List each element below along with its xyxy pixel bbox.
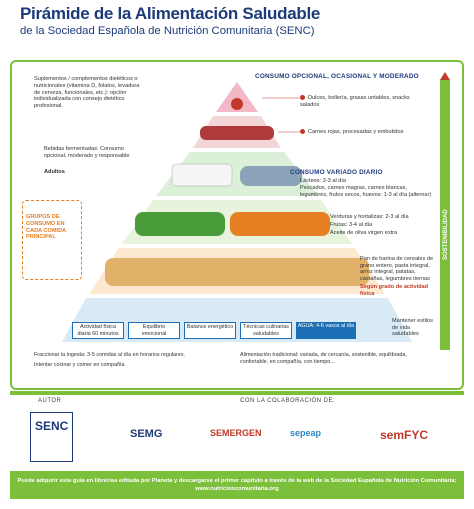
base-item: Equilibrio emocional [128,322,180,339]
label-meats: Carnes rojas, procesadas y embutidos [300,129,430,136]
adults-tag: Adultos [44,169,65,175]
page-subtitle: de la Sociedad Española de Nutrición Comunitaria (SENC) [20,25,315,37]
base-item: AGUA: 4-6 vasos al día [296,322,356,339]
label-fish: Pescados, carnes magras, carnes blancas, legumbres, frutos secos, huevos: 1-3 al día (alternar) [300,185,432,198]
divider [10,391,464,395]
food-fruit [230,212,330,236]
logo-senc: SENC [30,412,73,462]
label-veg: Verduras y hortalizas: 2-3 al día [330,214,409,220]
logo-semergen: SEMERGEN [210,428,262,438]
logo-semfyc: semFYC [380,428,429,442]
sostenibilidad-label: SOSTENIBILIDAD [443,209,449,260]
label-sweets: Dulces, bollería, grasas untables, snacks salados [300,95,410,108]
author-label: AUTOR [38,398,62,404]
label-oil: Aceite de oliva virgen extra [330,230,398,236]
label-cereals-tag: Según grado de actividad física [360,284,429,297]
food-cereals [105,258,369,286]
food-sweets [231,98,243,110]
logo-semg: SEMG [130,428,163,440]
label-cereals: Pan de harina de cereales de grano entero, pasta integral, arroz integral, patatas, castañas, legumbres tiernas [360,256,434,282]
drinks-note: Bebidas fermentadas: Consumo opcional, moderado y responsable [44,146,130,159]
logo-sepeap: sepeap [290,428,322,438]
collab-label: CON LA COLABORACIÓN DE: [240,398,336,404]
bottom-left-1: Fraccionar la ingesta: 3-5 comidas al día en horarios regulares. [34,352,186,358]
caption-top: CONSUMO OPCIONAL, OCASIONAL Y MODERADO [255,73,419,80]
bottom-right-box: Alimentación tradicional: variada, de cercanía, sostenible, equilibrada, confortable, en compañía, con tiempo... [240,352,407,365]
label-dairy: Lácteos: 2-3 al día [300,178,347,184]
food-veg [135,212,225,236]
food-dairy [172,164,232,186]
base-item: Actividad física diaria 60 minutos [72,322,124,339]
supplements-note: Suplementos / complementos dietéticos o nutricionales (vitamina D, folatos, levadura de cerveza, funcionales, etc.): opción individualizada con consejo dietético profesional. [34,76,140,110]
footer-banner: Puede adquirir esta guía en librerías editada por Planeta y descargarse el primer capítulo a través de la web de la Sociedad Española de Nutrición Comunitaria: www.nutricioncomunitaria.org [10,471,464,499]
label-base: Mantener estilos de vida saludables [392,318,434,338]
groups-note: GRUPOS DE CONSUMO EN CADA COMIDA PRINCIPAL [26,214,66,241]
base-item: Técnicas culinarias saludables [240,322,292,339]
label-fruit: Frutas: 3-4 al día [330,222,373,228]
base-item: Balance energético [184,322,236,339]
caption-mid: CONSUMO VARIADO DIARIO [290,169,383,176]
base-items [72,322,372,339]
bottom-left-box [34,352,204,368]
bottom-left-2: Intentar cocinar y comer en compañía [34,361,125,368]
page-title: Pirámide de la Alimentación Saludable [20,4,321,23]
food-meats [200,126,274,140]
